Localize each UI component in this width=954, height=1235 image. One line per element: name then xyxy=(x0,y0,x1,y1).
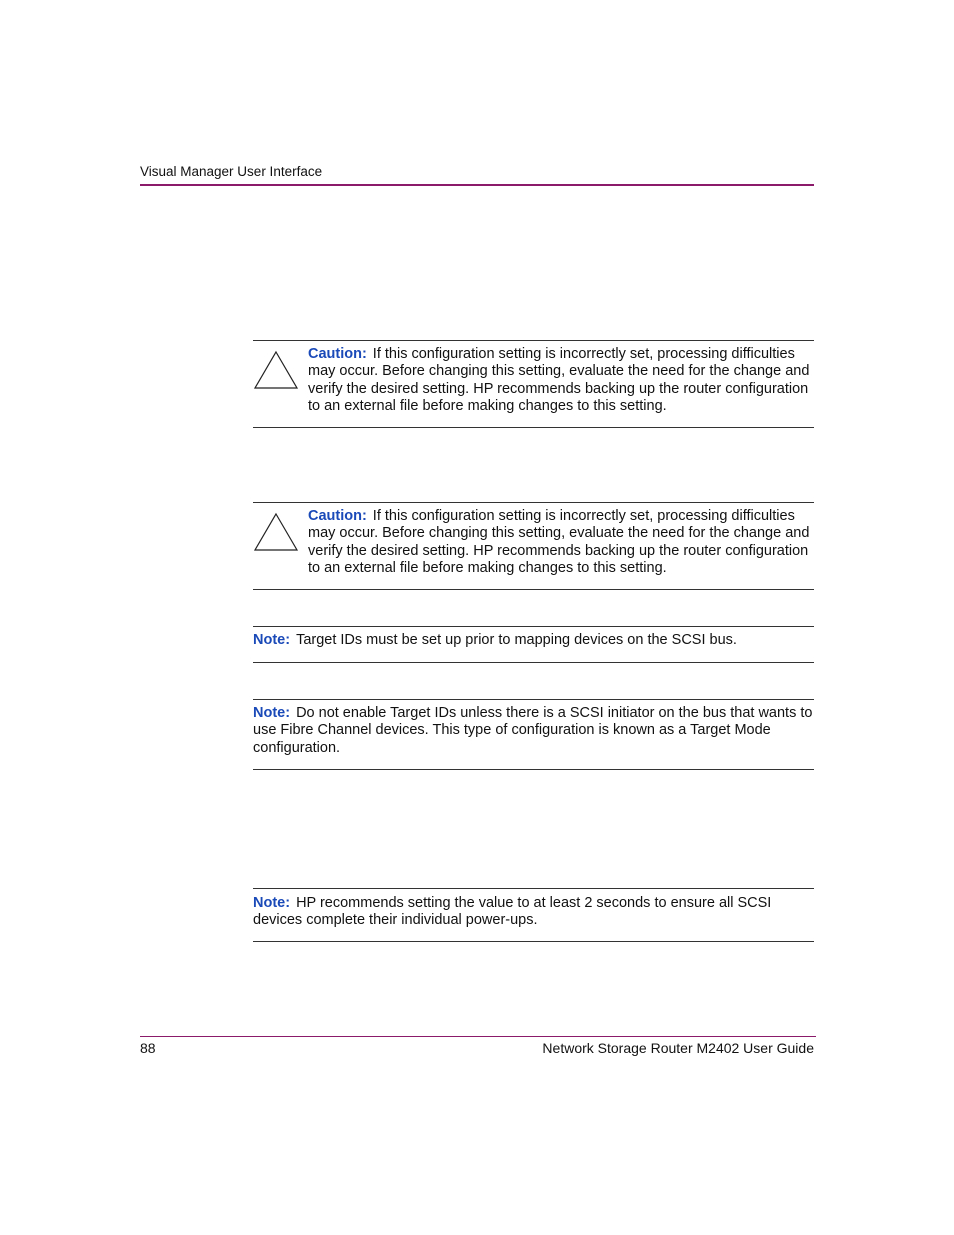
caution-triangle-icon xyxy=(253,512,299,552)
footer-rule xyxy=(140,1036,816,1037)
note-body: Do not enable Target IDs unless there is a SCSI initiator on the bus that wants to use Fibre Channel devices. This type of configuration is known as a Target Mode configuration. xyxy=(253,705,813,756)
note-label: Note: xyxy=(253,632,291,648)
caution-text xyxy=(308,346,814,415)
book-title: Network Storage Router M2402 User Guide xyxy=(542,1040,814,1056)
caution-box xyxy=(253,502,814,590)
caution-text xyxy=(308,508,814,577)
note-body: Target IDs must be set up prior to mapping devices on the SCSI bus. xyxy=(296,632,737,648)
caution-label: Caution: xyxy=(308,508,367,524)
note-label: Note: xyxy=(253,895,291,911)
caution-label: Caution: xyxy=(308,346,367,362)
caution-box xyxy=(253,340,814,428)
page-number: 88 xyxy=(140,1040,156,1056)
note-text xyxy=(253,632,814,649)
note-text xyxy=(253,705,814,757)
note-box xyxy=(253,888,814,942)
caution-body: If this configuration setting is incorrectly set, processing difficulties may occur. Before changing this setting, evaluate the need for the change and verify the desired setting. HP recommends backing up the router configuration to an external file before making changes to this setting. xyxy=(308,508,810,576)
note-box xyxy=(253,699,814,770)
caution-body: If this configuration setting is incorrectly set, processing difficulties may occur. Before changing this setting, evaluate the need for the change and verify the desired setting. HP recommends backing up the router configuration to an external file before making changes to this setting. xyxy=(308,346,810,414)
note-box xyxy=(253,626,814,663)
note-label: Note: xyxy=(253,705,291,721)
header-rule xyxy=(140,184,814,186)
caution-triangle-icon xyxy=(253,350,299,390)
note-text xyxy=(253,895,814,930)
note-body: HP recommends setting the value to at least 2 seconds to ensure all SCSI devices complete their individual power-ups. xyxy=(253,895,772,929)
running-header: Visual Manager User Interface xyxy=(140,164,323,179)
